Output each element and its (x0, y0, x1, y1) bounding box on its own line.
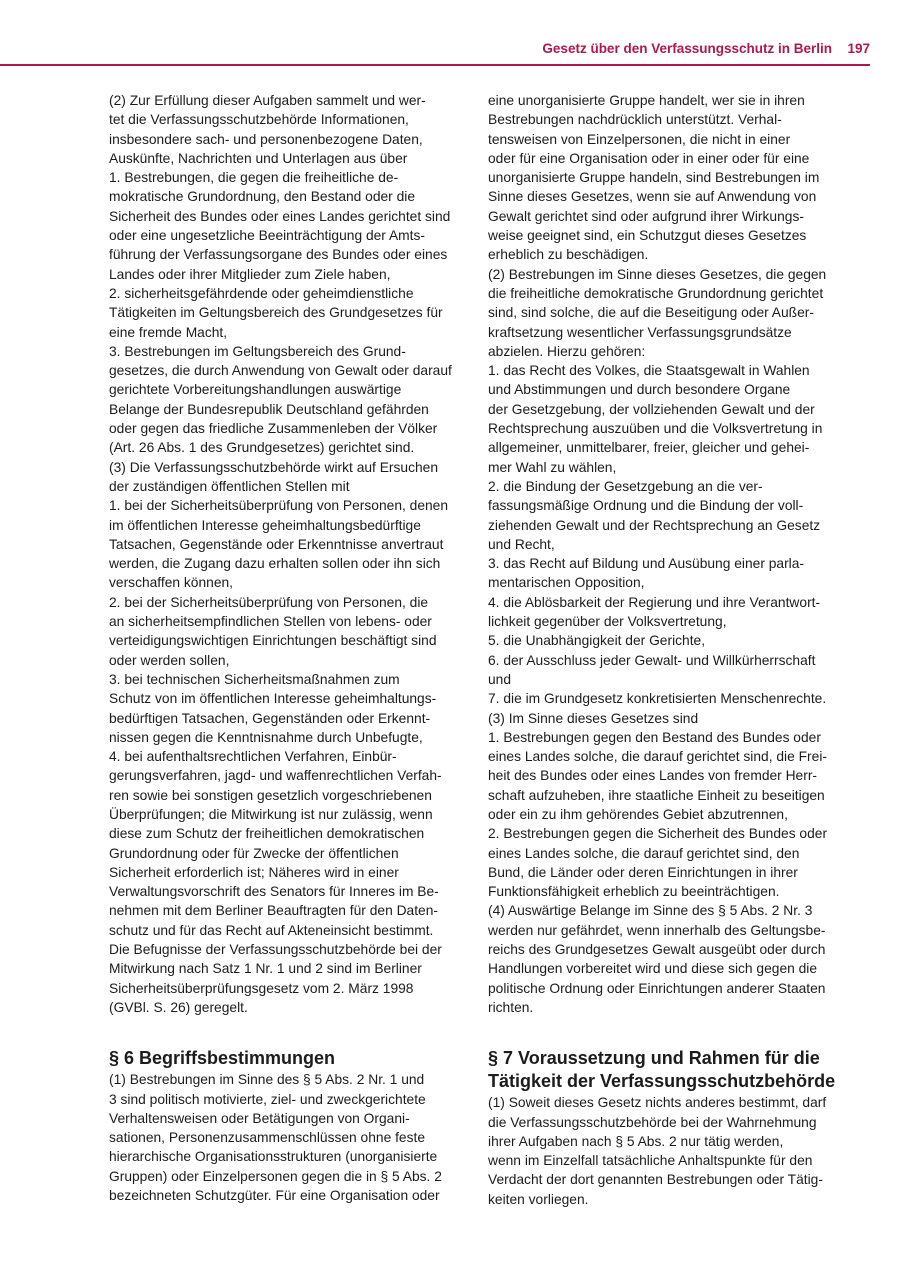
text-line: oder eine ungesetzliche Beeinträchtigung der Amts- (109, 228, 425, 244)
text-line: oder ein zu ihm gehörendes Gebiet abzutrennen, (488, 806, 788, 822)
text-line: 1. Bestrebungen gegen den Bestand des Bundes oder (488, 729, 821, 745)
text-line: und Abstimmungen und durch besondere Organe (488, 382, 791, 398)
text-line: 2. die Bindung der Gesetzgebung an die ver- (488, 478, 763, 494)
text-line: (3) Die Verfassungsschutzbehörde wirkt auf Ersuchen (109, 459, 438, 475)
text-line: und Recht, (488, 536, 555, 552)
text-line: 3. Bestrebungen im Geltungsbereich des Grund- (109, 343, 406, 359)
text-line: 3. das Recht auf Bildung und Ausübung einer parla- (488, 556, 805, 572)
text-line: (GVBl. S. 26) geregelt. (109, 999, 248, 1015)
text-line: Landes oder ihrer Mitglieder zum Ziele haben, (109, 266, 391, 282)
text-line: (1) Bestrebungen im Sinne des § 5 Abs. 2 Nr. 1 und (109, 1072, 425, 1088)
text-line: 2. bei der Sicherheitsüberprüfung von Personen, die (109, 594, 429, 610)
text-line: 1. Bestrebungen, die gegen die freiheitliche de- (109, 170, 399, 186)
text-line: mer Wahl zu wählen, (488, 459, 617, 475)
text-line: die Verfassungsschutzbehörde bei der Wahrnehmung (488, 1114, 817, 1130)
text-line: Gewalt gerichtet sind oder aufgrund ihrer Wirkungs- (488, 208, 804, 224)
text-line: wenn im Einzelfall tatsächliche Anhaltspunkte für den (488, 1153, 813, 1169)
text-line: führung der Verfassungsorgane des Bundes oder eines (109, 247, 448, 263)
text-line: Verhaltensweisen oder Betätigungen von Organi- (109, 1110, 410, 1126)
text-line: mentarischen Opposition, (488, 575, 645, 591)
text-line: insbesondere sach- und personenbezogene Daten, (109, 131, 423, 147)
text-line: werden nur gefährdet, wenn innerhalb des Geltungsbe- (488, 922, 826, 938)
text-line: eine unorganisierte Gruppe handelt, wer sie in ihren (488, 93, 805, 108)
section-gap (488, 1017, 840, 1047)
text-line: der Gesetzgebung, der vollziehenden Gewalt und der (488, 401, 815, 417)
text-line: diese zum Schutz der freiheitlichen demokratischen (109, 826, 425, 842)
text-line: ren sowie bei sonstigen gesetzlich vorgeschriebenen (109, 787, 432, 803)
text-line: bezeichneten Schutzgüter. Für eine Organisation oder (109, 1188, 440, 1204)
text-line: ziehenden Gewalt und der Rechtsprechung an Gesetz (488, 517, 821, 533)
text-line: und (488, 671, 512, 687)
left-body (109, 91, 461, 1017)
text-line: Sicherheit des Bundes oder eines Landes gerichtet sind (109, 208, 451, 224)
section-heading-6: § 6 Begriffsbestimmungen (109, 1048, 336, 1069)
text-line: Rechtsprechung auszuüben und die Volksvertretung in (488, 421, 823, 437)
text-line: allgemeiner, unmittelbarer, freier, gleicher und gehei- (488, 440, 810, 456)
text-line: (Art. 26 Abs. 1 des Grundgesetzes) gerichtet sind. (109, 440, 415, 456)
text-line: tensweisen von Einzelpersonen, die nicht in einer (488, 131, 791, 147)
text-line: (2) Zur Erfüllung dieser Aufgaben sammelt und wer- (109, 93, 426, 108)
text-line: bedürftigen Tatsachen, Gegenständen oder Erkennt- (109, 710, 431, 726)
text-line: sationen, Personenzusammenschlüssen ohne feste (109, 1130, 425, 1146)
text-line: (1) Soweit dieses Gesetz nichts anderes bestimmt, darf (488, 1095, 827, 1111)
text-line: Überprüfungen; die Mitwirkung ist nur zulässig, wenn (109, 806, 433, 822)
text-line: die freiheitliche demokratische Grundordnung gerichtet (488, 285, 824, 301)
text-line: Sinne dieses Gesetzes, wenn sie auf Anwendung von (488, 189, 817, 205)
text-line: (2) Bestrebungen im Sinne dieses Gesetzes, die gegen (488, 266, 827, 282)
text-line: abzielen. Hierzu gehören: (488, 343, 646, 359)
text-line: Sicherheitsüberprüfungsgesetz vom 2. März 1998 (109, 980, 414, 996)
text-line: sind, sind solche, die auf die Beseitigung oder Außer- (488, 305, 814, 321)
text-line: eines Landes solche, die darauf gerichtet sind, die Frei- (488, 749, 827, 765)
text-line: lichkeit gegenüber der Volksvertretung, (488, 614, 727, 630)
text-line: Mitwirkung nach Satz 1 Nr. 1 und 2 sind im Berliner (109, 961, 422, 977)
text-line: hierarchische Organisationsstrukturen (unorganisierte (109, 1149, 438, 1165)
heading-line: Tätigkeit der Verfassungsschutzbehörde (488, 1071, 836, 1092)
text-line: oder für eine Organisation oder in einer oder für eine (488, 150, 810, 166)
text-line: Gruppen) oder Einzelpersonen gegen die in § 5 Abs. 2 (109, 1168, 442, 1184)
text-line: 2. sicherheitsgefährdende oder geheimdienstliche (109, 285, 414, 301)
text-line: unorganisierte Gruppe handeln, sind Bestrebungen im (488, 170, 820, 186)
text-line: 3 sind politisch motivierte, ziel- und zweckgerichtete (109, 1091, 426, 1107)
text-line: eine fremde Macht, (109, 324, 228, 340)
text-line: gesetzes, die durch Anwendung von Gewalt oder darauf (109, 363, 452, 379)
text-line: Schutz von im öffentlichen Interesse geheimhaltungs- (109, 691, 437, 707)
text-line: oder gegen das friedliche Zusammenleben der Völker (109, 421, 438, 437)
heading-line: § 7 Voraussetzung und Rahmen für die (488, 1048, 820, 1069)
text-line: Auskünfte, Nachrichten und Unterlagen aus über (109, 150, 408, 166)
text-line: Funktionsfähigkeit erheblich zu beeinträchtigen. (488, 884, 780, 900)
text-line: Verwaltungsvorschrift des Senators für Inneres im Be- (109, 884, 439, 900)
text-line: Sicherheit erforderlich ist; Näheres wird in einer (109, 864, 399, 880)
text-line: der zuständigen öffentlichen Stellen mit (109, 478, 350, 494)
text-line: weise geeignet sind, ein Schutzgut dieses Gesetzes (488, 228, 807, 244)
text-line: gerungsverfahren, jagd- und waffenrechtlichen Verfah- (109, 768, 442, 784)
text-line: heit des Bundes oder eines Landes von fremder Herr- (488, 768, 818, 784)
text-line: ihrer Aufgaben nach § 5 Abs. 2 nur tätig werden, (488, 1133, 784, 1149)
text-line: keiten vorliegen. (488, 1191, 589, 1207)
text-line: 1. das Recht des Volkes, die Staatsgewalt in Wahlen (488, 363, 810, 379)
text-line: im öffentlichen Interesse geheimhaltungsbedürftige (109, 517, 421, 533)
text-line: verteidigungswichtigen Einrichtungen beschäftigt sind (109, 633, 437, 649)
text-line: 4. bei aufenthaltsrechtlichen Verfahren, Einbür- (109, 749, 397, 765)
right-body (488, 91, 840, 1017)
text-line: Verdacht der dort genannten Bestrebungen oder Tätig- (488, 1172, 823, 1188)
text-line: 6. der Ausschluss jeder Gewalt- und Willkürherrschaft (488, 652, 816, 668)
left-column (109, 91, 461, 1205)
page-number: 197 (847, 41, 870, 56)
text-line: mokratische Grundordnung, den Bestand oder die (109, 189, 416, 205)
text-line: Handlungen vorbereitet wird und diese sich gegen die (488, 961, 818, 977)
text-line: nissen gegen die Kenntnisnahme durch Unbefugte, (109, 729, 423, 745)
text-line: 4. die Ablösbarkeit der Regierung und ihre Verantwort- (488, 594, 821, 610)
header-title: Gesetz über den Verfassungsschutz in Berlin (542, 41, 832, 56)
text-line: schaft aufzuheben, ihre staatliche Einheit zu beseitigen (488, 787, 825, 803)
text-line: gerichtete Vorbereitungshandlungen auswärtige (109, 382, 402, 398)
text-line: kraftsetzung wesentlicher Verfassungsgrundsätze (488, 324, 792, 340)
text-line: politische Ordnung oder Einrichtungen anderer Staaten (488, 980, 826, 996)
text-line: Tätigkeiten im Geltungsbereich des Grundgesetzes für (109, 305, 443, 321)
right-column (488, 91, 840, 1209)
text-line: Bestrebungen nachdrücklich unterstützt. Verhal- (488, 112, 782, 128)
text-line: tet die Verfassungsschutzbehörde Informationen, (109, 112, 409, 128)
text-line: werden, die Zugang dazu erhalten sollen oder ihn sich (109, 556, 441, 572)
text-line: Grundordnung oder für Zwecke der öffentlichen (109, 845, 399, 861)
text-line: (3) Im Sinne dieses Gesetzes sind (488, 710, 699, 726)
text-line: Tatsachen, Gegenstände oder Erkenntnisse anvertraut (109, 536, 444, 552)
text-line: erheblich zu beschädigen. (488, 247, 649, 263)
running-header (0, 34, 870, 66)
text-line: 1. bei der Sicherheitsüberprüfung von Personen, denen (109, 498, 449, 514)
text-line: Belange der Bundesrepublik Deutschland gefährden (109, 401, 429, 417)
section-gap (109, 1017, 461, 1047)
text-line: schutz und für das Recht auf Akteneinsicht bestimmt. (109, 922, 434, 938)
text-line: Die Befugnisse der Verfassungsschutzbehörde bei der (109, 942, 442, 958)
text-line: 5. die Unabhängigkeit der Gerichte, (488, 633, 706, 649)
text-line: 2. Bestrebungen gegen die Sicherheit des Bundes oder (488, 826, 828, 842)
text-line: 3. bei technischen Sicherheitsmaßnahmen zum (109, 671, 400, 687)
text-line: eines Landes solche, die darauf gerichtet sind, den (488, 845, 800, 861)
text-line: nehmen mit dem Berliner Beauftragten für den Daten- (109, 903, 439, 919)
text-line: verschaffen können, (109, 575, 234, 591)
text-line: 7. die im Grundgesetz konkretisierten Menschenrechte. (488, 691, 827, 707)
section-heading-7 (488, 1047, 840, 1093)
right-section-body (488, 1093, 840, 1209)
text-line: fassungsmäßige Ordnung und die Bindung der voll- (488, 498, 804, 514)
text-line: an sicherheitsempfindlichen Stellen von lebens- oder (109, 614, 432, 630)
text-line: reichs des Grundgesetzes Gewalt ausgeübt oder durch (488, 942, 826, 958)
text-line: richten. (488, 999, 534, 1015)
text-line: (4) Auswärtige Belange im Sinne des § 5 Abs. 2 Nr. 3 (488, 903, 813, 919)
text-line: Bund, die Länder oder deren Einrichtungen in ihrer (488, 864, 798, 880)
left-section-body (109, 1070, 461, 1205)
text-line: oder werden sollen, (109, 652, 230, 668)
